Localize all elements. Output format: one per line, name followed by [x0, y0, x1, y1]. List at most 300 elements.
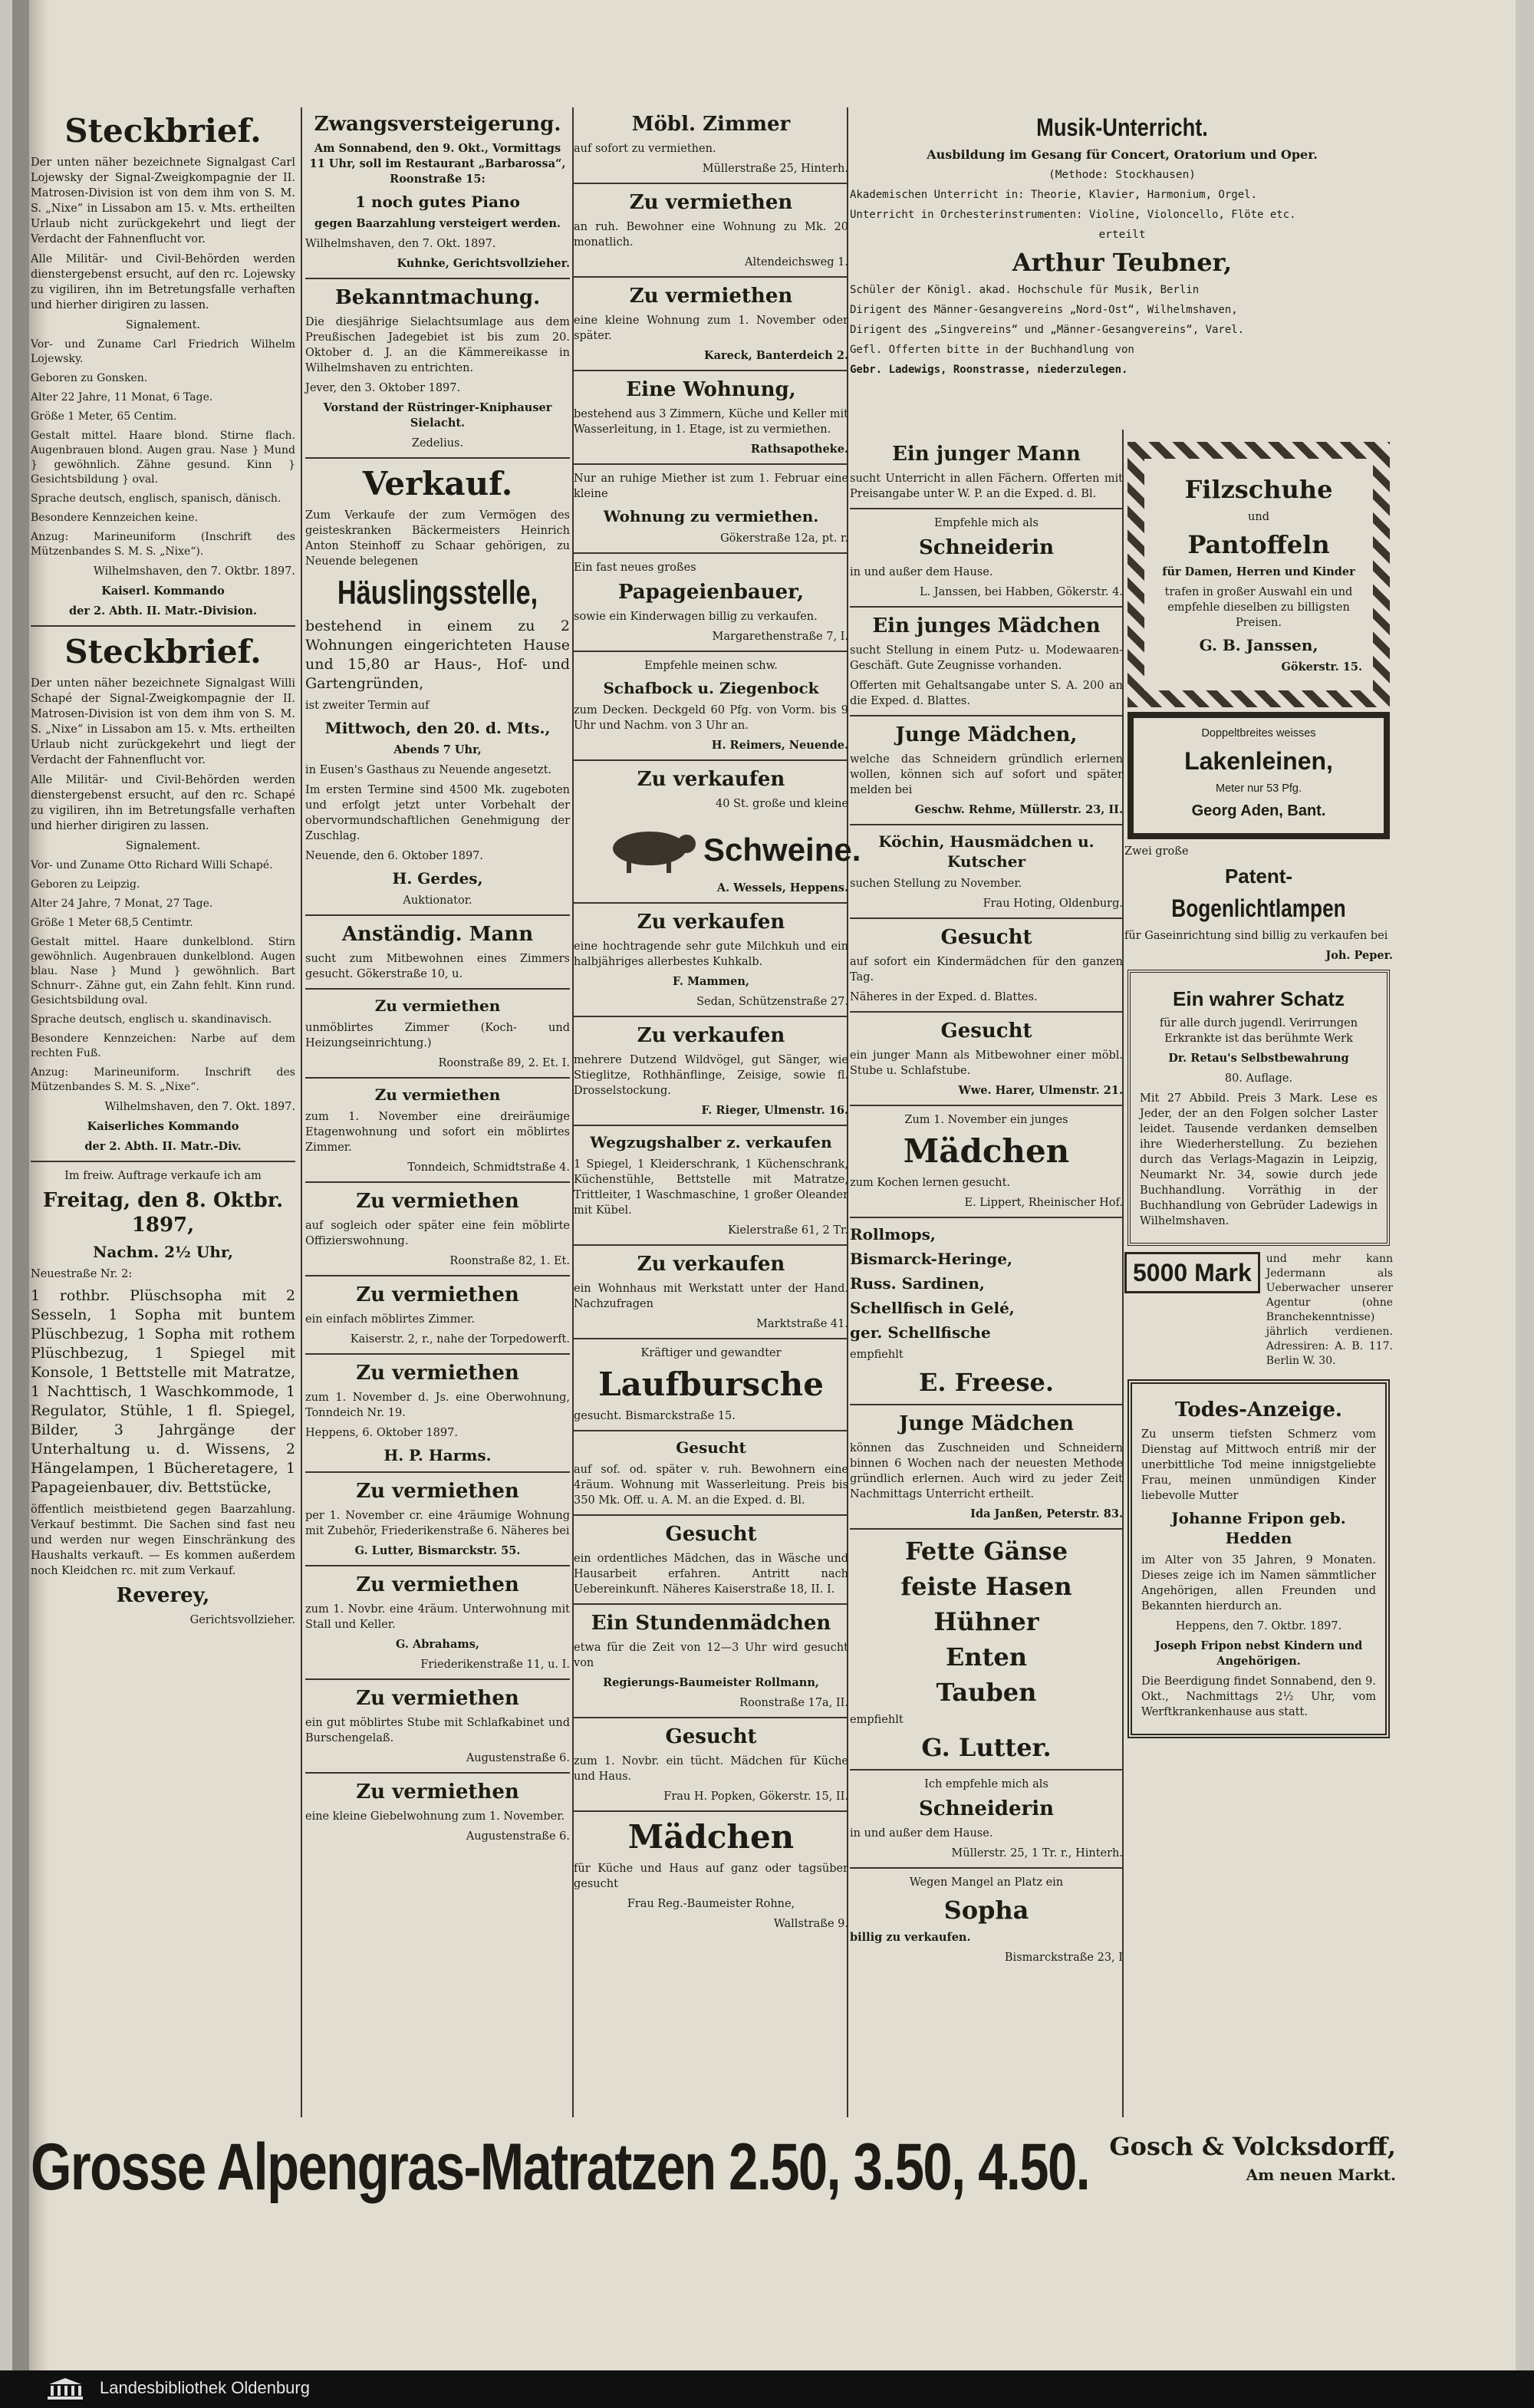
divider	[574, 552, 848, 554]
ad-signature: G. B. Janssen,	[1199, 636, 1318, 654]
ad-text: trafen in großer Auswahl ein und empfehle dieselben zu billigsten Preisen.	[1164, 586, 1353, 629]
divider	[850, 1217, 1123, 1218]
divider	[305, 914, 570, 916]
ad-heading: Patent-	[1224, 865, 1293, 888]
divider	[574, 1430, 848, 1431]
divider	[850, 1867, 1123, 1869]
ad-text: ein einfach möblirtes Zimmer.	[305, 1313, 475, 1326]
library-name: Landesbibliothek Oldenburg	[100, 2378, 310, 2397]
death-notice	[1127, 1379, 1390, 1738]
ad-text: Tonndeich, Schmidtstraße 4.	[407, 1161, 570, 1174]
ad-text: zum Kochen lernen gesucht.	[850, 1177, 1011, 1189]
divider	[850, 1528, 1123, 1530]
ad-heading: Enten	[945, 1642, 1028, 1672]
ad-text: 80. Auflage.	[1224, 1072, 1293, 1085]
ad-heading: Fette Gänse	[904, 1537, 1068, 1566]
ad-heading: Nachm. 2½ Uhr,	[93, 1243, 233, 1261]
ad-text: Im freiw. Auftrage verkaufe ich am	[64, 1170, 262, 1182]
ad-text: für Gaseinrichtung sind billig zu verkaufen bei	[1124, 930, 1388, 942]
ad-heading: Zwangsversteigerung.	[314, 113, 561, 136]
column-3	[574, 107, 861, 2117]
ad-text: Sedan, Schützenstraße 27.	[696, 996, 848, 1008]
ad-heading: Todes-Anzeige.	[1175, 1398, 1342, 1421]
ad-signature: H. Reimers, Neuende.	[711, 739, 848, 752]
section-label: Signalement.	[125, 319, 201, 331]
divider	[574, 463, 848, 465]
ad-signature: Zedelius.	[411, 437, 464, 450]
ad-text: Am Sonnabend, den 9. Okt., Vormittags 11 Uhr, soll im Restaurant „Barbarossa“, Roonstraße 15:	[309, 142, 566, 186]
ad-text: Mit 27 Abbild. Preis 3 Mark. Lese es Jeder, der an den Folgen solcher Laster leidet. Tausende verdanken demselben ihre Wiederherstellung. Zu beziehen durch das Verlags-Magazin in Leipzig, Neumarkt Nr. 34, sowie durch jede Buchhandlung. Vorräthig in der Buchhandlung von Gebrüder Ladewigs in Wilhelmshaven.	[1140, 1092, 1378, 1227]
ad-heading: Zu vermiethen	[356, 1362, 519, 1385]
ad-text: Kräftiger und gewandter	[640, 1347, 782, 1359]
ad-text: Größe 1 Meter 68,5 Centimtr.	[31, 917, 193, 929]
ad-signature: G. Abrahams,	[396, 1638, 479, 1651]
ad-text: Roonstraße 89, 2. Et. I.	[438, 1057, 570, 1069]
ad-heading: Steckbrief.	[64, 112, 262, 150]
ad-heading: Rollmops,	[850, 1225, 936, 1244]
ad-heading: Eine Wohnung,	[626, 378, 796, 401]
ad-text: eine kleine Wohnung zum 1. November oder später.	[574, 315, 848, 342]
divider	[31, 1161, 295, 1162]
ad-text: ist zweiter Termin auf	[305, 700, 430, 712]
ad-text: zum 1. November eine dreiräumige Etagenwohnung und sofort ein möblirtes Zimmer.	[305, 1111, 570, 1154]
ad-text: Zwei große	[1124, 845, 1189, 858]
ad-text: in Eusen's Gasthaus zu Neuende angesetzt.	[305, 764, 552, 776]
ad-text: Vor- und Zuname Otto Richard Willi Schapé.	[31, 859, 273, 871]
ad-heading: Steckbrief.	[64, 633, 262, 670]
ad-heading: Hühner	[933, 1607, 1039, 1636]
ad-text: billig zu verkaufen.	[850, 1931, 971, 1944]
divider	[850, 1404, 1123, 1405]
ad-heading: Ein wahrer Schatz	[1173, 987, 1345, 1010]
ad-text: Wallstraße 9.	[773, 1918, 848, 1930]
ad-text: sucht Stellung in einem Putz- u. Modewaaren-Geschäft. Gute Zeugnisse vorhanden.	[850, 644, 1123, 672]
ad-text: Zum Verkaufe der zum Vermögen des geisteskranken Bäckermeisters Heinrich Anton Steinhoff zu Schaar gehörigen, zu Neuende belegenen	[305, 509, 570, 568]
ad-text: Müllerstraße 25, Hinterh.	[702, 163, 848, 175]
ad-text: Zu unserm tiefsten Schmerz vom Dienstag auf Mittwoch entriß mir der unerbittliche Tod meine innigstgeliebte Frau, meinen unmündigen Kinder liebevolle Mutter	[1141, 1428, 1376, 1502]
ad-text: Neuestraße Nr. 2:	[31, 1268, 133, 1280]
ad-text: Alle Militär- und Civil-Behörden werden dienstergebenst ersucht, auf den rc. Lojewsky zu vigiliren, ihn im Betretungsfalle verhaften und hierher dirigiren zu lassen.	[31, 253, 295, 311]
ad-heading: Gesucht	[940, 1020, 1032, 1043]
ad-heading: Gesucht	[665, 1725, 757, 1748]
divider	[574, 902, 848, 904]
divider	[574, 1810, 848, 1812]
ad-text: Vor- und Zuname Carl Friedrich Wilhelm Lojewsky.	[31, 338, 295, 365]
ad-heading: Zu vermiethen	[374, 1085, 501, 1104]
ad-heading: Sopha	[943, 1896, 1029, 1925]
ad-text: unmöblirtes Zimmer (Koch- und Heizungseinrichtung.)	[305, 1022, 570, 1049]
ad-heading: Gesucht	[676, 1438, 746, 1457]
ad-text: bestehend aus 3 Zimmern, Küche und Keller mit Wasserleitung, in 1. Etage, ist zu vermiethen.	[574, 408, 848, 436]
divider	[574, 276, 848, 278]
ad-text: Abends 7 Uhr,	[393, 743, 482, 756]
ad-text: Augustenstraße 6.	[466, 1830, 570, 1843]
ad-text: ein ordentliches Mädchen, das in Wäsche und Hausarbeit erfahren. Antritt nach Uebereinkunft. Näheres Kaiserstraße 18, II. I.	[574, 1553, 848, 1596]
ad-text: Alter 24 Jahre, 7 Monat, 27 Tage.	[31, 898, 213, 910]
ad-text: 40 St. große und kleine	[716, 798, 848, 810]
column-rule	[301, 107, 302, 2117]
ad-text: empfiehlt	[850, 1714, 904, 1726]
ad-text: Der unten näher bezeichnete Signalgast Carl Lojewsky der Signal-Zweigkompagnie der II. Matrosen-Division ist von dem ihm von S. M. S. „Nixe“ in Lissabon am 15. v. Mts. ertheilten Urlaub nicht zurückgekehrt und liegt der Verdacht der Fahnenflucht vor.	[31, 156, 295, 245]
ad-date: Wilhelmshaven, den 7. Oktbr. 1897.	[93, 565, 295, 578]
ad-text: Zum 1. November ein junges	[904, 1114, 1068, 1126]
ad-signature: Gerichtsvollzieher.	[189, 1614, 295, 1626]
divider	[574, 1016, 848, 1017]
ad-heading: Bogenlichtlampen	[1171, 894, 1346, 922]
ad-text: für alle durch jugendl. Verirrungen Erkrankte ist das berühmte Werk	[1159, 1017, 1358, 1045]
ad-heading: G. Lutter.	[921, 1733, 1052, 1762]
ad-date: Wilhelmshaven, den 7. Okt. 1897.	[104, 1101, 295, 1113]
ad-text: Akademischen Unterricht in: Theorie, Klavier, Harmonium, Orgel.	[850, 189, 1258, 201]
ad-text: zum 1. Novbr. ein tücht. Mädchen für Küche und Haus.	[574, 1755, 848, 1783]
firm-address: Am neuen Markt.	[1246, 2166, 1396, 2184]
divider	[305, 1353, 570, 1355]
ad-text: und	[1248, 511, 1269, 523]
ad-text: mehrere Dutzend Wildvögel, gut Sänger, wie Stieglitze, Rothhänflinge, Zeisige, sowie fl. Drosselstockung.	[574, 1054, 848, 1097]
ad-text: Gefl. Offerten bitte in der Buchhandlung von	[850, 344, 1134, 356]
ad-heading: ger. Schellfische	[850, 1323, 991, 1342]
ad-text: Der unten näher bezeichnete Signalgast Willi Schapé der Signal-Zweigkompagnie der II. Matrosen-Division ist von dem ihm von S. M. S. „Nixe“ in Lissabon am 15. v. Mts. ertheilten Urlaub nicht zurückgekehrt und liegt der Verdacht der Fahnenflucht vor.	[31, 677, 295, 766]
ad-heading: Anständig. Mann	[341, 923, 534, 946]
divider	[305, 1565, 570, 1566]
ad-text: Bismarckstraße 23, I	[1004, 1952, 1123, 1964]
ad-text: Dirigent des „Singvereins“ und „Männer-Gesangvereins“, Varel.	[850, 324, 1245, 336]
ad-signature: H. Gerdes,	[392, 869, 483, 888]
ad-heading: Zu verkaufen	[637, 768, 785, 791]
ad-heading: Wegzugshalber z. verkaufen	[590, 1133, 832, 1151]
linen-ad	[1127, 712, 1390, 839]
ad-heading: Schneiderin	[918, 1797, 1055, 1820]
ad-text: in und außer dem Hause.	[850, 1827, 993, 1840]
ad-heading: Mittwoch, den 20. d. Mts.,	[324, 719, 551, 737]
divider	[305, 278, 570, 279]
ad-text: Besondere Kennzeichen: Narbe auf dem rechten Fuß.	[31, 1033, 295, 1059]
ad-text: empfiehlt	[850, 1349, 904, 1361]
ad-signature: Vorstand der Rüstringer-Kniphauser Sielacht.	[323, 401, 552, 430]
ad-signature: Wwe. Harer, Ulmenstr. 21.	[958, 1084, 1123, 1097]
ad-heading: Junge Mädchen,	[895, 723, 1078, 746]
ad-text: Doppeltbreites weisses	[1201, 727, 1316, 740]
divider	[574, 1338, 848, 1339]
slippers-ad	[1127, 442, 1390, 707]
ad-heading: Schellfisch in Gelé,	[850, 1299, 1015, 1317]
divider	[574, 1603, 848, 1605]
ad-heading: Arthur Teubner,	[1012, 248, 1233, 277]
ad-heading: Mädchen	[903, 1132, 1070, 1170]
divider	[850, 1105, 1123, 1106]
ad-heading: feiste Hasen	[900, 1572, 1072, 1601]
divider	[305, 1678, 570, 1680]
ad-text: sucht Unterricht in allen Fächern. Offerten mit Preisangabe unter W. P. an die Exped. d. Bl.	[850, 473, 1123, 500]
ad-text: auf sof. od. später v. ruh. Bewohnern eine 4räum. Wohnung mit Wasserleitung. Preis bis 350 Mk. Off. u. A. M. an die Exped. d. Bl.	[574, 1464, 848, 1507]
divider	[850, 606, 1123, 608]
ad-text: 1 Spiegel, 1 Kleiderschrank, 1 Küchenschrank, Küchenstühle, Bettstelle mit Matratze, Trittleiter, 1 Waschmaschine, 1 großer Oleander mit Kübel.	[574, 1158, 848, 1217]
ad-text: gegen Baarzahlung versteigert werden.	[314, 217, 561, 230]
ad-text: Dr. Retau's Selbstbewahrung	[1168, 1052, 1349, 1065]
divider	[574, 183, 848, 184]
ad-heading: Zu vermiethen	[356, 1573, 519, 1596]
ad-heading: Zu vermiethen	[629, 191, 793, 214]
ad-heading: Lakenleinen,	[1184, 747, 1333, 775]
ad-text: Sprache deutsch, englisch, spanisch, dänisch.	[31, 492, 281, 505]
ad-text: Gebr. Ladewigs, Roonstrasse, niederzulegen.	[850, 364, 1128, 376]
ad-heading: Freitag, den 8. Oktbr. 1897,	[42, 1189, 284, 1237]
ad-text: Ein fast neues großes	[574, 562, 696, 574]
ad-text: Geboren zu Leipzig.	[31, 878, 140, 891]
divider	[850, 1011, 1123, 1013]
divider	[305, 988, 570, 990]
column-4	[850, 437, 1123, 2117]
ad-text: per 1. November cr. eine 4räumige Wohnung mit Zubehör, Friederikenstraße 6. Näheres bei	[305, 1510, 570, 1537]
ad-text: Gestalt mittel. Haare blond. Stirne flach. Augenbrauen blond. Augen grau. Nase } Mund } gewöhnlich. Zähne gesund. Kinn } Gesichtsbildung } oval.	[31, 430, 295, 486]
ad-text: Alle Militär- und Civil-Behörden werden dienstergebenst ersucht, auf den rc. Schapé zu vigiliren, ihn im Betretungsfalle verhaften und hierher dirigiren zu lassen.	[31, 774, 295, 832]
ad-heading: Ein Stundenmädchen	[591, 1612, 831, 1635]
ad-heading: 5000 Mark	[1124, 1252, 1260, 1293]
ad-text: Kielerstraße 61, 2 Tr.	[727, 1224, 848, 1237]
ad-text: bestehend in einem zu 2 Wohnungen eingerichteten Hause und 15,80 ar Haus-, Hof- und Gartengründen,	[305, 618, 570, 692]
library-footer	[0, 2370, 1534, 2408]
ad-text: etwa für die Zeit von 12—3 Uhr wird gesucht von	[574, 1642, 848, 1669]
divider	[574, 1244, 848, 1246]
ad-text: auf sofort ein Kindermädchen für den ganzen Tag.	[850, 956, 1123, 983]
ad-signature: F. Mammen,	[673, 975, 749, 988]
ad-text: Sprache deutsch, englisch u. skandinavisch.	[31, 1013, 272, 1026]
ad-signature: A. Wessels, Heppens.	[716, 881, 848, 894]
ad-text: Kareck, Banterdeich 2.	[703, 349, 848, 362]
ad-heading: Köchin, Hausmädchen u. Kutscher	[878, 832, 1095, 871]
ad-signature: F. Rieger, Ulmenstr. 16.	[701, 1104, 848, 1117]
divider	[305, 457, 570, 459]
ad-signature: Joseph Fripon nebst Kindern und Angehörigen.	[1154, 1639, 1363, 1668]
divider	[305, 1471, 570, 1473]
divider	[574, 1514, 848, 1516]
section-label: Signalement.	[125, 840, 201, 852]
column-2	[305, 107, 570, 2117]
ad-text: 1 rothbr. Plüschsopha mit 2 Sesseln, 1 Sopha mit buntem Plüschbezug, 1 Sopha mit rothem Plüschbezug, 1 Spiegel mit Konsole, 1 Bettstelle mit Matratze, 1 Nachttisch, 1 Waschkommode, 1 Regulator, Stühle, 1 fl. Spiegel, Bilder, 3 Jahrgänge der Unterhaltung u. d. Wissens, 2 Hängelampen, 1 Bücheretagere, 1 Papageienbauer, div. Bettstücke,	[31, 1287, 295, 1496]
ad-text: Wegen Mangel an Platz ein	[909, 1876, 1064, 1889]
ad-heading: Zu verkaufen	[637, 1024, 785, 1047]
binding-gutter	[12, 0, 29, 2408]
pig-ad-word: Schweine.	[703, 832, 861, 868]
ad-heading: Häuslingsstelle,	[337, 574, 538, 611]
ad-text: Anzug: Marineuniform (Inschrift des Mützenbandes S. M. S. „Nixe“).	[31, 531, 295, 558]
ad-text: E. Lippert, Rheinischer Hof.	[964, 1197, 1123, 1209]
divider	[850, 824, 1123, 825]
ad-heading: Tauben	[936, 1678, 1037, 1707]
ad-text: Ausbildung im Gesang für Concert, Oratorium und Oper.	[927, 147, 1318, 162]
ad-signature: der 2. Abth. II. Matr.-Div.	[84, 1140, 242, 1153]
ad-signature: Kaiserl. Kommando	[101, 585, 225, 598]
ad-text: L. Janssen, bei Habben, Gökerstr. 4.	[919, 586, 1123, 598]
ad-heading: Zu vermiethen	[356, 1687, 519, 1710]
ad-text: eine hochtragende sehr gute Milchkuh und ein halbjähriges allerbestes Kuhkalb.	[574, 940, 848, 968]
ad-text: eine kleine Giebelwohnung zum 1. November.	[305, 1810, 565, 1823]
ad-signature: Reverey,	[116, 1584, 210, 1607]
ad-text: (Methode: Stockhausen)	[1048, 169, 1197, 181]
column-1	[31, 107, 295, 2117]
ad-date: Neuende, den 6. Oktober 1897.	[305, 850, 484, 862]
ad-signature: Rathsapotheke.	[750, 443, 848, 456]
slippers-ad-inner	[1144, 459, 1373, 690]
firm-name: Gosch & Volcksdorff,	[1109, 2132, 1396, 2161]
ad-text: Kaiserstr. 2, r., nahe der Torpedowerft.	[350, 1333, 570, 1346]
ad-signature: G. Lutter, Bismarckstr. 55.	[354, 1544, 521, 1557]
ad-signature: Regierungs-Baumeister Rollmann,	[603, 1676, 819, 1689]
ad-text: Jever, den 3. Oktober 1897.	[305, 382, 461, 394]
divider	[850, 917, 1123, 919]
ad-text: Im ersten Termine sind 4500 Mk. zugeboten und erfolgt jetzt unter Vorbehalt der obervormundschaftlichen Genehmigung der Zuschlag.	[305, 784, 570, 842]
ad-text: und mehr kann Jedermann als Ueberwacher unserer Agentur (ohne Branchekenntnisse) jährlich verdienen. Adressiren: A. B. 117. Berlin W. 30.	[1266, 1253, 1393, 1367]
banner-firm	[1109, 2125, 1396, 2185]
ad-heading: Verkauf.	[362, 465, 513, 502]
ad-text: Die Beerdigung findet Sonnabend, den 9. Okt., Nachmittags 2½ Uhr, vom Werftkrankenhause aus statt.	[1141, 1675, 1376, 1718]
ad-text: ein gut möblirtes Stube mit Schlafkabinet und Burschengelaß.	[305, 1717, 570, 1744]
ad-text: im Alter von 35 Jahren, 9 Monaten. Dieses zeige ich im Namen sämmtlicher Angehörigen, allen Freunden und Bekannten hierdurch an.	[1141, 1554, 1376, 1612]
ad-text: zum 1. November d. Js. eine Oberwohnung, Tonndeich Nr. 19.	[305, 1392, 570, 1419]
ad-text: ein junger Mann als Mitbewohner einer möbl. Stube u. Schlafstube.	[850, 1049, 1123, 1077]
ad-text: Geboren zu Gonsken.	[31, 372, 148, 384]
ad-text: Marktstraße 41.	[756, 1318, 848, 1330]
ad-signature: Kuhnke, Gerichtsvollzieher.	[397, 257, 570, 270]
ad-heading: Junge Mädchen	[899, 1412, 1074, 1435]
ad-heading: Zu vermiethen	[356, 1283, 519, 1306]
ad-text: gesucht. Bismarckstraße 15.	[574, 1410, 736, 1422]
ad-text: Gökerstraße 12a, pt. r.	[720, 532, 848, 545]
ad-text: Dirigent des Männer-Gesangvereins „Nord-Ost“, Wilhelmshaven,	[850, 304, 1238, 316]
ad-heading: Russ. Sardinen,	[850, 1274, 985, 1293]
ad-heading: Filzschuhe	[1184, 475, 1333, 504]
ad-heading: Pantoffeln	[1187, 530, 1330, 559]
ad-text: Frau H. Popken, Gökerstr. 15, II.	[663, 1790, 848, 1803]
ad-heading: Bismarck-Heringe,	[850, 1250, 1012, 1268]
ad-text: Gökerstr. 15.	[1281, 660, 1362, 674]
ad-text: Friederikenstraße 11, u. I.	[420, 1659, 570, 1671]
divider	[850, 715, 1123, 716]
ad-text: Nur an ruhige Miether ist zum 1. Februar eine kleine	[574, 473, 848, 500]
ad-text: Schüler der Königl. akad. Hochschule für Musik, Berlin	[850, 284, 1200, 296]
ad-signature: Geschw. Rehme, Müllerstr. 23, II.	[914, 803, 1123, 816]
ad-signature: Kaiserliches Kommando	[87, 1120, 239, 1133]
divider	[850, 1769, 1123, 1771]
divider	[574, 651, 848, 652]
ad-heading: Zu verkaufen	[637, 911, 785, 934]
ad-text: Unterricht in Orchesterinstrumenten: Violine, Violoncello, Flöte etc.	[850, 209, 1296, 221]
ad-heading: Möbl. Zimmer	[631, 113, 791, 136]
divider	[574, 759, 848, 761]
ad-heading: Zu vermiethen	[374, 996, 501, 1015]
ad-signature: H. P. Harms.	[384, 1446, 492, 1464]
ad-text: Größe 1 Meter, 65 Centim.	[31, 410, 177, 423]
ad-heading: Schafbock u. Ziegenbock	[603, 679, 819, 697]
treasure-ad	[1127, 970, 1390, 1246]
ad-text: Näheres in der Exped. d. Blattes.	[850, 991, 1038, 1003]
ad-text: Augustenstraße 6.	[466, 1752, 570, 1764]
ad-date: Heppens, den 7. Oktbr. 1897.	[1175, 1620, 1342, 1632]
ad-text: zum 1. Novbr. eine 4räum. Unterwohnung mit Stall und Keller.	[305, 1603, 570, 1631]
ad-text: Empfehle meinen schw.	[644, 660, 778, 672]
divider	[305, 1077, 570, 1079]
ad-heading: Mädchen	[627, 1818, 795, 1856]
ad-heading: Bekanntmachung.	[334, 286, 541, 309]
ad-heading: Musik-Unterricht.	[1036, 114, 1208, 141]
ad-text: an ruh. Bewohner eine Wohnung zu Mk. 20 monatlich.	[574, 221, 848, 249]
ad-text: Roonstraße 82, 1. Et.	[449, 1255, 570, 1267]
divider	[574, 1717, 848, 1718]
ad-heading: Laufbursche	[598, 1365, 824, 1403]
pig-icon	[596, 816, 861, 878]
ad-text: ein Wohnhaus mit Werkstatt unter der Hand. Nachzufragen	[574, 1283, 848, 1310]
divider	[31, 625, 295, 627]
ad-text: Gestalt mittel. Haare dunkelblond. Stirn gewöhnlich. Augenbrauen dunkelblond. Augen blau. Nase } Mund } gewöhnlich. Bart Schnurr-. Zähne gut, ein Zahn fehlt. Kinn rund. Gesichtsbildung oval.	[31, 936, 295, 1006]
ad-text: Müllerstr. 25, 1 Tr. r., Hinterh.	[951, 1847, 1123, 1860]
ad-signature: der 2. Abth. II. Matr.-Division.	[68, 604, 258, 618]
ad-text: können das Zuschneiden und Schneidern binnen 6 Wochen nach der neuesten Methode gründlich erlernen. Auch wird zu jeder Zeit Nachmittags Unterricht ertheilt.	[850, 1442, 1123, 1500]
ad-heading: Schneiderin	[918, 536, 1055, 559]
ad-text: auf sogleich oder später eine fein möblirte Offizierswohnung.	[305, 1220, 570, 1247]
ad-heading: Johanne Fripon geb. Hedden	[1171, 1509, 1346, 1547]
ad-signature: Auktionator.	[403, 894, 472, 907]
ad-heading: Ein junges Mädchen	[872, 614, 1101, 637]
divider	[305, 1181, 570, 1183]
ad-text: für Küche und Haus auf ganz oder tagsüber gesucht	[574, 1863, 848, 1890]
ad-text: Margarethenstraße 7, I.	[712, 631, 848, 643]
ad-text: erteilt	[1098, 229, 1146, 241]
ad-text: Wilhelmshaven, den 7. Okt. 1897.	[305, 238, 496, 250]
ad-text: für Damen, Herren und Kinder	[1162, 565, 1355, 578]
ad-text: Alter 22 Jahre, 11 Monat, 6 Tage.	[31, 391, 213, 404]
ad-heading: E. Freese.	[919, 1368, 1054, 1397]
ad-signature: Ida Janßen, Peterstr. 83.	[970, 1507, 1123, 1520]
ad-text: Offerten mit Gehaltsangabe unter S. A. 200 an die Exped. d. Blattes.	[850, 680, 1123, 707]
ad-text: sucht zum Mitbewohnen eines Zimmers gesucht. Gökerstraße 10, u.	[305, 953, 570, 980]
ad-heading: Zu vermiethen	[356, 1190, 519, 1213]
money-ad	[1124, 1252, 1393, 1373]
banner-headline: Grosse Alpengras-Matratzen 2.50, 3.50, 4.50.	[31, 2130, 1090, 2204]
ad-signature: Georg Aden, Bant.	[1191, 802, 1326, 819]
divider	[305, 1275, 570, 1276]
ad-date: Heppens, 6. Oktober 1897.	[305, 1427, 458, 1439]
ad-heading: Zu vermiethen	[629, 285, 793, 308]
ad-text: Die diesjährige Sielachtsumlage aus dem Preußischen Jadegebiet ist bis zum 20. Oktober d. J. an die Kämmereikasse in Wilhelmshaven zu entrichten.	[305, 316, 570, 374]
ad-heading: Ein junger Mann	[892, 443, 1081, 466]
ad-signature: Frau Reg.-Baumeister Rohne,	[627, 1898, 795, 1910]
divider	[574, 370, 848, 371]
library-building-icon	[46, 2377, 84, 2401]
ad-heading: 1 noch gutes Piano	[355, 193, 520, 211]
ad-text: Frau Hoting, Oldenburg.	[983, 898, 1123, 910]
ad-heading: Papageienbauer,	[617, 581, 805, 604]
ad-text: suchen Stellung zu November.	[850, 878, 1022, 890]
ad-heading: Gesucht	[940, 926, 1032, 949]
ad-text: in und außer dem Hause.	[850, 566, 993, 578]
ad-text: zum Decken. Deckgeld 60 Pfg. von Vorm. bis 9 Uhr und Nachm. von 3 Uhr an.	[574, 704, 848, 732]
ad-heading: Wohnung zu vermiethen.	[603, 507, 819, 525]
column-5	[1124, 437, 1393, 2117]
ad-text: welche das Schneidern gründlich erlernen wollen, können sich auf sofort und später melden bei	[850, 753, 1123, 796]
ad-text: Altendeichsweg 1.	[745, 256, 848, 268]
ad-heading: Zu vermiethen	[356, 1780, 519, 1804]
divider	[574, 1125, 848, 1126]
ad-signature: Joh. Peper.	[1325, 949, 1393, 962]
ad-text: öffentlich meistbietend gegen Baarzahlung. Verkauf bestimmt. Die Sachen sind fast neu und werden nur wegen Einschränkung des Haushalts verkauft. — Es kommen außerdem noch Kleidchen rc. mit zum Verkauf.	[31, 1504, 295, 1577]
mattress-banner	[31, 2125, 1396, 2209]
ad-heading: Gesucht	[665, 1523, 757, 1546]
ad-text: auf sofort zu vermiethen.	[574, 143, 716, 155]
ad-text: Empfehle mich als	[934, 517, 1039, 529]
ad-text: Besondere Kennzeichen keine.	[31, 512, 199, 524]
ad-text: Roonstraße 17a, II.	[739, 1697, 848, 1709]
ad-heading: Zu vermiethen	[356, 1480, 519, 1503]
